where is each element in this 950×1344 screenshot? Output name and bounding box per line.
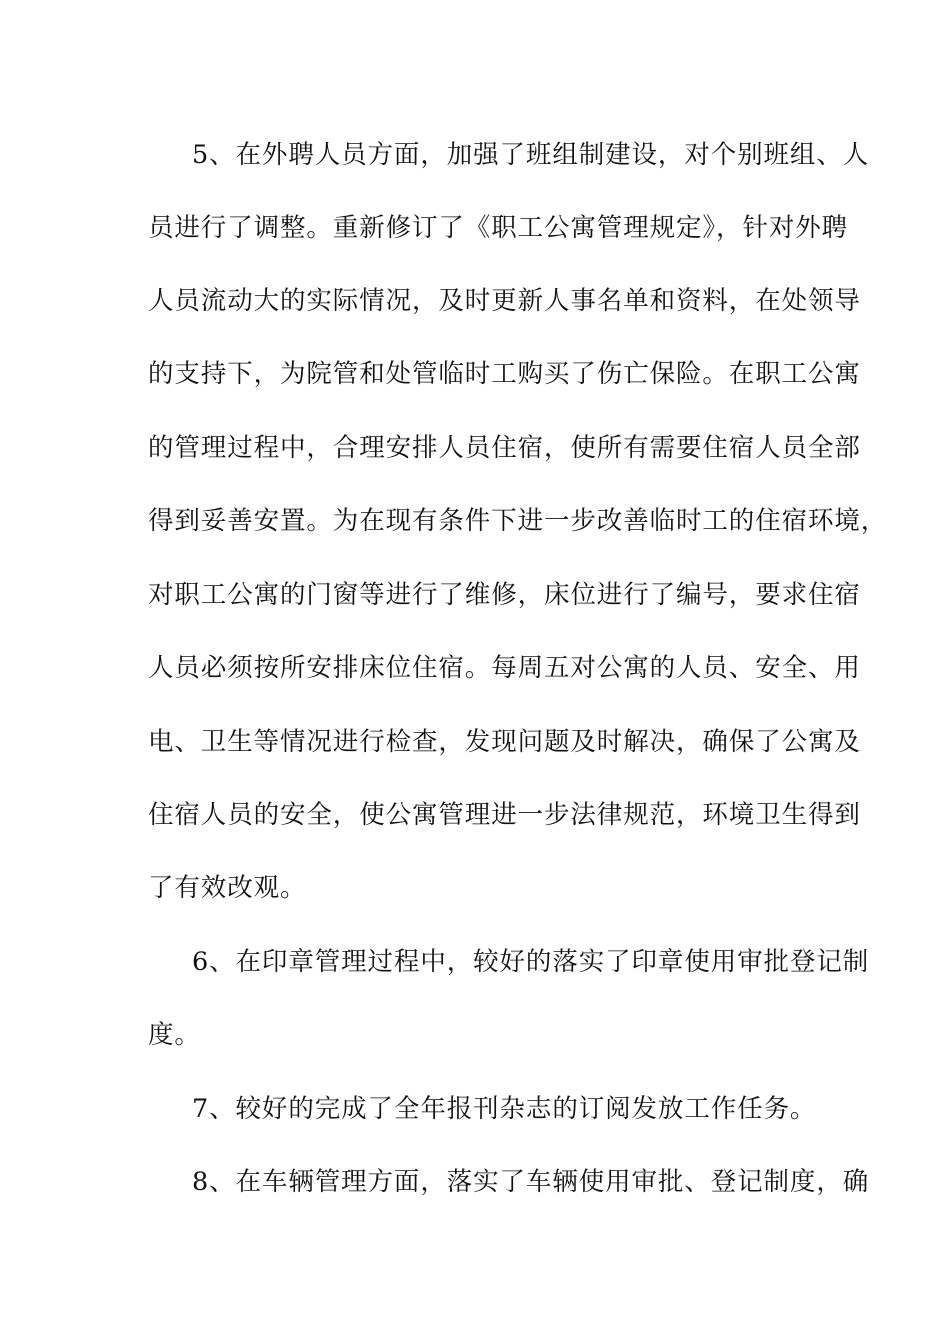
paragraph-5-line-6: 得到妥善安置。为在现有条件下进一步改善临时工的住宿环境， — [148, 506, 888, 536]
paragraph-5-line-5: 的管理过程中，合理安排人员住宿，使所有需要住宿人员全部 — [148, 433, 861, 463]
paragraph-5-line-11: 了有效改观。 — [148, 873, 307, 903]
paragraph-5-line-2: 员进行了调整。重新修订了《职工公寓管理规定》，针对外聘 — [148, 213, 849, 243]
paragraph-8-line-1: 8、在车辆管理方面，落实了车辆使用审批、登记制度，确 — [192, 1167, 870, 1197]
paragraph-6-line-2: 度。 — [148, 1020, 201, 1050]
paragraph-5-line-4: 的支持下，为院管和处管临时工购买了伤亡保险。在职工公寓 — [148, 359, 861, 389]
paragraph-5-line-10: 住宿人员的安全，使公寓管理进一步法律规范，环境卫生得到 — [148, 800, 861, 830]
paragraph-5-line-9: 电、卫生等情况进行检查，发现问题及时解决，确保了公寓及 — [148, 727, 861, 757]
paragraph-5-line-7: 对职工公寓的门窗等进行了维修，床位进行了编号，要求住宿 — [148, 580, 861, 610]
paragraph-6-line-1: 6、在印章管理过程中，较好的落实了印章使用审批登记制 — [192, 947, 870, 977]
paragraph-5-line-1: 5、在外聘人员方面，加强了班组制建设，对个别班组、人 — [192, 140, 870, 170]
paragraph-7-line-1: 7、较好的完成了全年报刊杂志的订阅发放工作任务。 — [192, 1094, 817, 1124]
paragraph-5-line-3: 人员流动大的实际情况，及时更新人事名单和资料，在处领导 — [148, 286, 861, 316]
paragraph-5-line-8: 人员必须按所安排床位住宿。每周五对公寓的人员、安全、用 — [148, 653, 861, 683]
